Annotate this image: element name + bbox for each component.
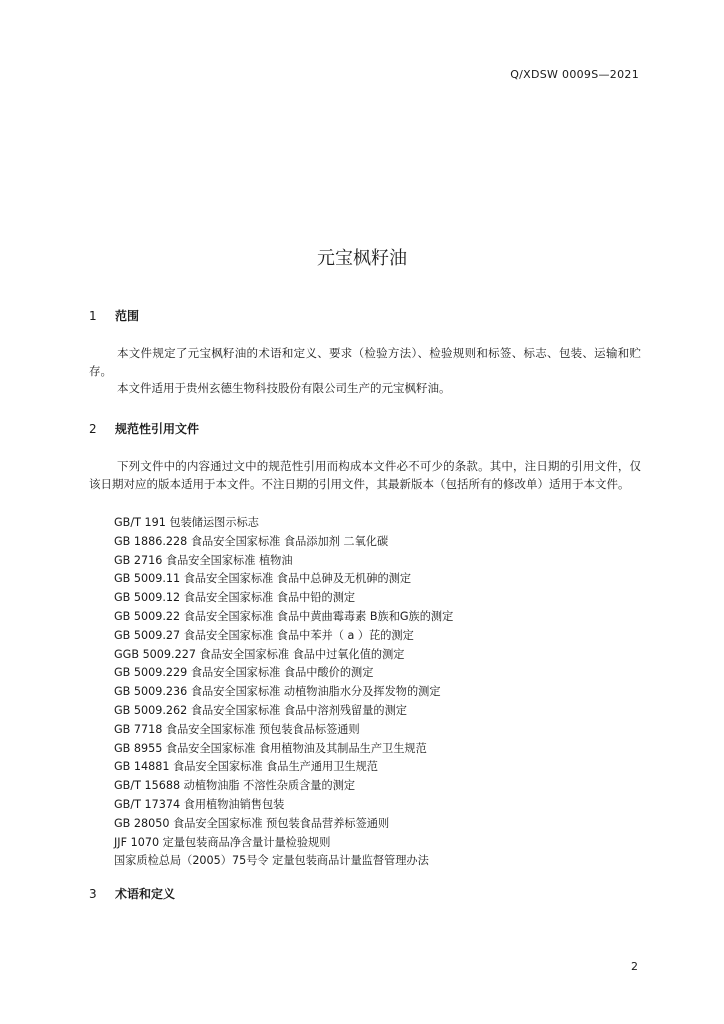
reference-item: GB 5009.22 食品安全国家标准 食品中黄曲霉毒素 B族和G族的测定 (114, 609, 454, 623)
reference-item: GB 8955 食品安全国家标准 食用植物油及其制品生产卫生规范 (114, 741, 427, 755)
reference-item: JJF 1070 定量包装商品净含量计量检验规则 (114, 835, 331, 849)
section-title: 术语和定义 (115, 887, 176, 901)
section-3-heading (89, 885, 175, 902)
section-number: 3 (89, 887, 97, 901)
reference-item: GB 7718 食品安全国家标准 预包装食品标签通则 (114, 722, 360, 736)
reference-item: GB 5009.262 食品安全国家标准 食品中溶剂残留量的测定 (114, 703, 407, 717)
reference-item: GB 14881 食品安全国家标准 食品生产通用卫生规范 (114, 760, 378, 774)
scope-paragraph-2: 本文件适用于贵州玄德生物科技股份有限公司生产的元宝枫籽油。 (117, 381, 451, 395)
reference-item: GB/T 191 包装储运图示标志 (114, 516, 259, 529)
section-title: 范围 (115, 309, 140, 323)
reference-item: GB 2716 食品安全国家标准 植物油 (114, 553, 293, 567)
reference-item: GB 5009.236 食品安全国家标准 动植物油脂水分及挥发物的测定 (114, 685, 441, 699)
section-2-heading (89, 420, 199, 437)
reference-item: GB 28050 食品安全国家标准 预包装食品营养标签通则 (114, 816, 390, 830)
reference-item: GB 5009.27 食品安全国家标准 食品中苯并（ a ）芘的测定 (114, 628, 414, 642)
reference-item: GB 5009.11 食品安全国家标准 食品中总砷及无机砷的测定 (114, 572, 412, 586)
document-title: 元宝枫籽油 (317, 248, 407, 269)
normative-intro-paragraph: 下列文件中的内容通过文中的规范性引用而构成本文件必不可少的条款。其中，注日期的引用文件，仅该日期对应的版本适用于本文件。不注日期的引用文件，其最新版本（包括所有的修改单）适用于本文件。 (89, 459, 641, 491)
reference-item: GB 5009.12 食品安全国家标准 食品中铅的测定 (114, 591, 356, 605)
section-1-heading (89, 307, 139, 324)
scope-paragraph-1: 本文件规定了元宝枫籽油的术语和定义、要求（检验方法）、检验规则和标签、标志、包装、运输和贮存。 (89, 346, 641, 378)
page-number: 2 (631, 960, 638, 973)
reference-item: GB 1886.228 食品安全国家标准 食品添加剂 二氧化碳 (114, 534, 389, 548)
section-number: 1 (89, 309, 97, 323)
reference-item: 国家质检总局（2005）75号令 定量包装商品计量监督管理办法 (114, 854, 429, 868)
reference-item: GB/T 17374 食用植物油销售包装 (114, 797, 285, 811)
normative-reference-list (114, 514, 453, 871)
reference-item: GB 5009.229 食品安全国家标准 食品中酸价的测定 (114, 666, 374, 680)
document-code: Q/XDSW 0009S—2021 (510, 68, 639, 81)
reference-item: GGB 5009.227 食品安全国家标准 食品中过氧化值的测定 (114, 647, 405, 661)
section-number: 2 (89, 422, 97, 436)
section-title: 规范性引用文件 (115, 422, 200, 436)
reference-item: GB/T 15688 动植物油脂 不溶性杂质含量的测定 (114, 779, 356, 793)
